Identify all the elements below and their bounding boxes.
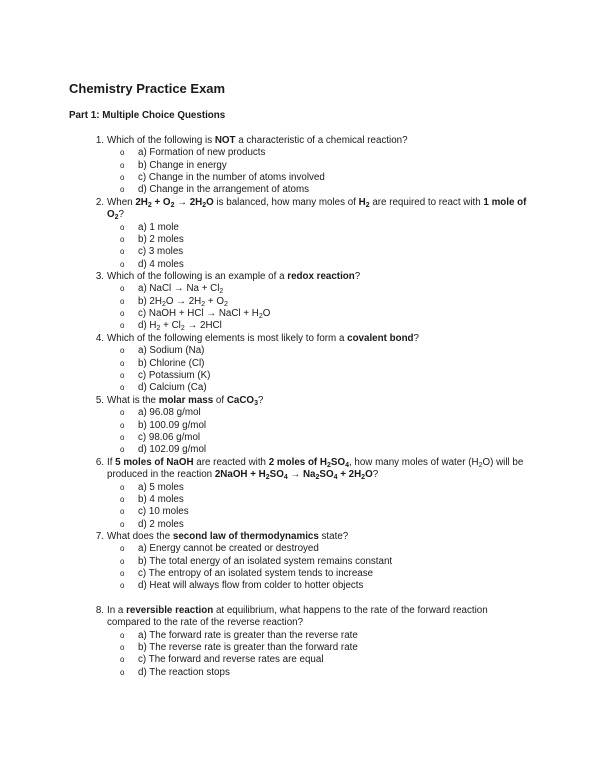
- bullet-icon: o: [120, 519, 125, 529]
- bullet-icon: o: [120, 544, 125, 554]
- bullet-icon: o: [120, 185, 125, 195]
- bullet-icon: o: [120, 308, 125, 318]
- answer-option-text: b) 2 moles: [138, 233, 184, 245]
- answer-option-text: d) 2 moles: [138, 518, 184, 530]
- question-stem: Which of the following is NOT a characteristic of a chemical reaction?: [107, 135, 408, 146]
- answer-option-text: b) 4 moles: [138, 493, 184, 505]
- bullet-icon: o: [120, 383, 125, 393]
- question-stem: Which of the following is an example of a redox reaction?: [107, 271, 361, 282]
- bullet-icon: o: [120, 346, 125, 356]
- bullet-icon: o: [120, 655, 125, 665]
- bullet-icon: o: [120, 222, 125, 232]
- bullet-icon: o: [120, 482, 125, 492]
- answer-option-text: d) $H_2 + Cl_2 \to 2HCl$: [138, 320, 222, 333]
- bullet-icon: o: [120, 445, 125, 455]
- answer-option-text: c) The forward and reverse rates are equal: [138, 654, 324, 666]
- bullet-icon: o: [120, 370, 125, 380]
- answer-option-text: d) The reaction stops: [138, 666, 230, 678]
- bullet-icon: o: [120, 408, 125, 418]
- answer-option-text: b) Change in energy: [138, 159, 227, 171]
- answer-option-text: a) Energy cannot be created or destroyed: [138, 543, 319, 555]
- bullet-icon: o: [120, 296, 125, 306]
- answer-option-text: d) Change in the arrangement of atoms: [138, 184, 310, 196]
- question-stem: What is the molar mass of CaCO$_3$?: [107, 395, 264, 407]
- question-number: 1.: [95, 135, 104, 146]
- question-number: 7.: [95, 531, 104, 542]
- answer-option-text: d) 4 moles: [138, 258, 184, 270]
- question-number: 5.: [95, 395, 104, 406]
- answer-option-text: c) 3 moles: [138, 246, 184, 258]
- bullet-icon: o: [120, 420, 125, 430]
- bullet-icon: o: [120, 284, 125, 294]
- bullet-icon: o: [120, 667, 125, 677]
- answer-option-text: a) 1 mole: [138, 221, 179, 233]
- question-number: 2.: [95, 197, 104, 208]
- answer-option-text: d) 102.09 g/mol: [138, 444, 207, 456]
- question-stem: Which of the following elements is most likely to form a covalent bond?: [107, 333, 419, 344]
- answer-option-text: b) $2H_2O \to 2H_2 + O_2$: [138, 295, 228, 308]
- section-heading: Part 1: Multiple Choice Questions: [69, 110, 226, 121]
- bullet-icon: o: [120, 160, 125, 170]
- answer-option-text: c) 98.06 g/mol: [138, 431, 201, 443]
- answer-option-text: c) 10 moles: [138, 506, 189, 518]
- answer-option-text: b) The reverse rate is greater than the forward rate: [138, 641, 358, 653]
- bullet-icon: o: [120, 148, 125, 158]
- answer-option-text: b) Chlorine (Cl): [138, 357, 205, 369]
- answer-option-text: a) Formation of new products: [138, 147, 266, 159]
- bullet-icon: o: [120, 432, 125, 442]
- question-stem: If 5 moles of NaOH are reacted with 2 moles of $H_2SO_4$, how many moles of water $(H_2O)$ will be produced in the reaction 2NaOH + $H_2SO_4 \to Na_2SO_4 + 2H_2O$?: [107, 457, 524, 482]
- answer-option-text: a) 5 moles: [138, 481, 184, 493]
- answer-option-text: b) The total energy of an isolated system remains constant: [138, 555, 393, 567]
- bullet-icon: o: [120, 507, 125, 517]
- question-number: 8.: [95, 605, 104, 616]
- bullet-icon: o: [120, 358, 125, 368]
- question-number: 3.: [95, 271, 104, 282]
- answer-option-text: c) NaOH + HCl → NaCl + $H_2O$: [138, 307, 271, 320]
- bullet-icon: o: [120, 630, 125, 640]
- answer-option-text: c) Change in the number of atoms involved: [138, 171, 325, 183]
- answer-option-text: a) Sodium (Na): [138, 345, 205, 357]
- bullet-icon: o: [120, 581, 125, 591]
- bullet-icon: o: [120, 172, 125, 182]
- question-number: 4.: [95, 333, 104, 344]
- bullet-icon: o: [120, 234, 125, 244]
- answer-option-text: a) NaCl → $Na + Cl_2$: [138, 283, 224, 296]
- page-title: Chemistry Practice Exam: [69, 81, 226, 96]
- answer-option-text: b) 100.09 g/mol: [138, 419, 207, 431]
- question-stem: When $2H_2 + O_2 \to 2H_2O$ is balanced, how many moles of $H_2$ are required to react with 1 mole of $O_2$?: [107, 197, 527, 222]
- question-number: 6.: [95, 457, 104, 468]
- answer-option-text: a) 96.08 g/mol: [138, 407, 201, 419]
- question-stem: What does the second law of thermodynamics state?: [107, 531, 349, 542]
- bullet-icon: o: [120, 259, 125, 269]
- bullet-icon: o: [120, 494, 125, 504]
- bullet-icon: o: [120, 247, 125, 257]
- answer-option-text: d) Heat will always flow from colder to hotter objects: [138, 580, 364, 592]
- answer-option-text: d) Calcium (Ca): [138, 382, 207, 394]
- answer-option-text: c) Potassium (K): [138, 369, 211, 381]
- answer-option-text: a) The forward rate is greater than the reverse rate: [138, 629, 358, 641]
- bullet-icon: o: [120, 568, 125, 578]
- bullet-icon: o: [120, 321, 125, 331]
- bullet-icon: o: [120, 556, 125, 566]
- bullet-icon: o: [120, 642, 125, 652]
- question-stem: In a reversible reaction at equilibrium, what happens to the rate of the forward reaction compared to the rate of the reverse reaction?: [107, 605, 488, 629]
- answer-option-text: c) The entropy of an isolated system tends to increase: [138, 567, 374, 579]
